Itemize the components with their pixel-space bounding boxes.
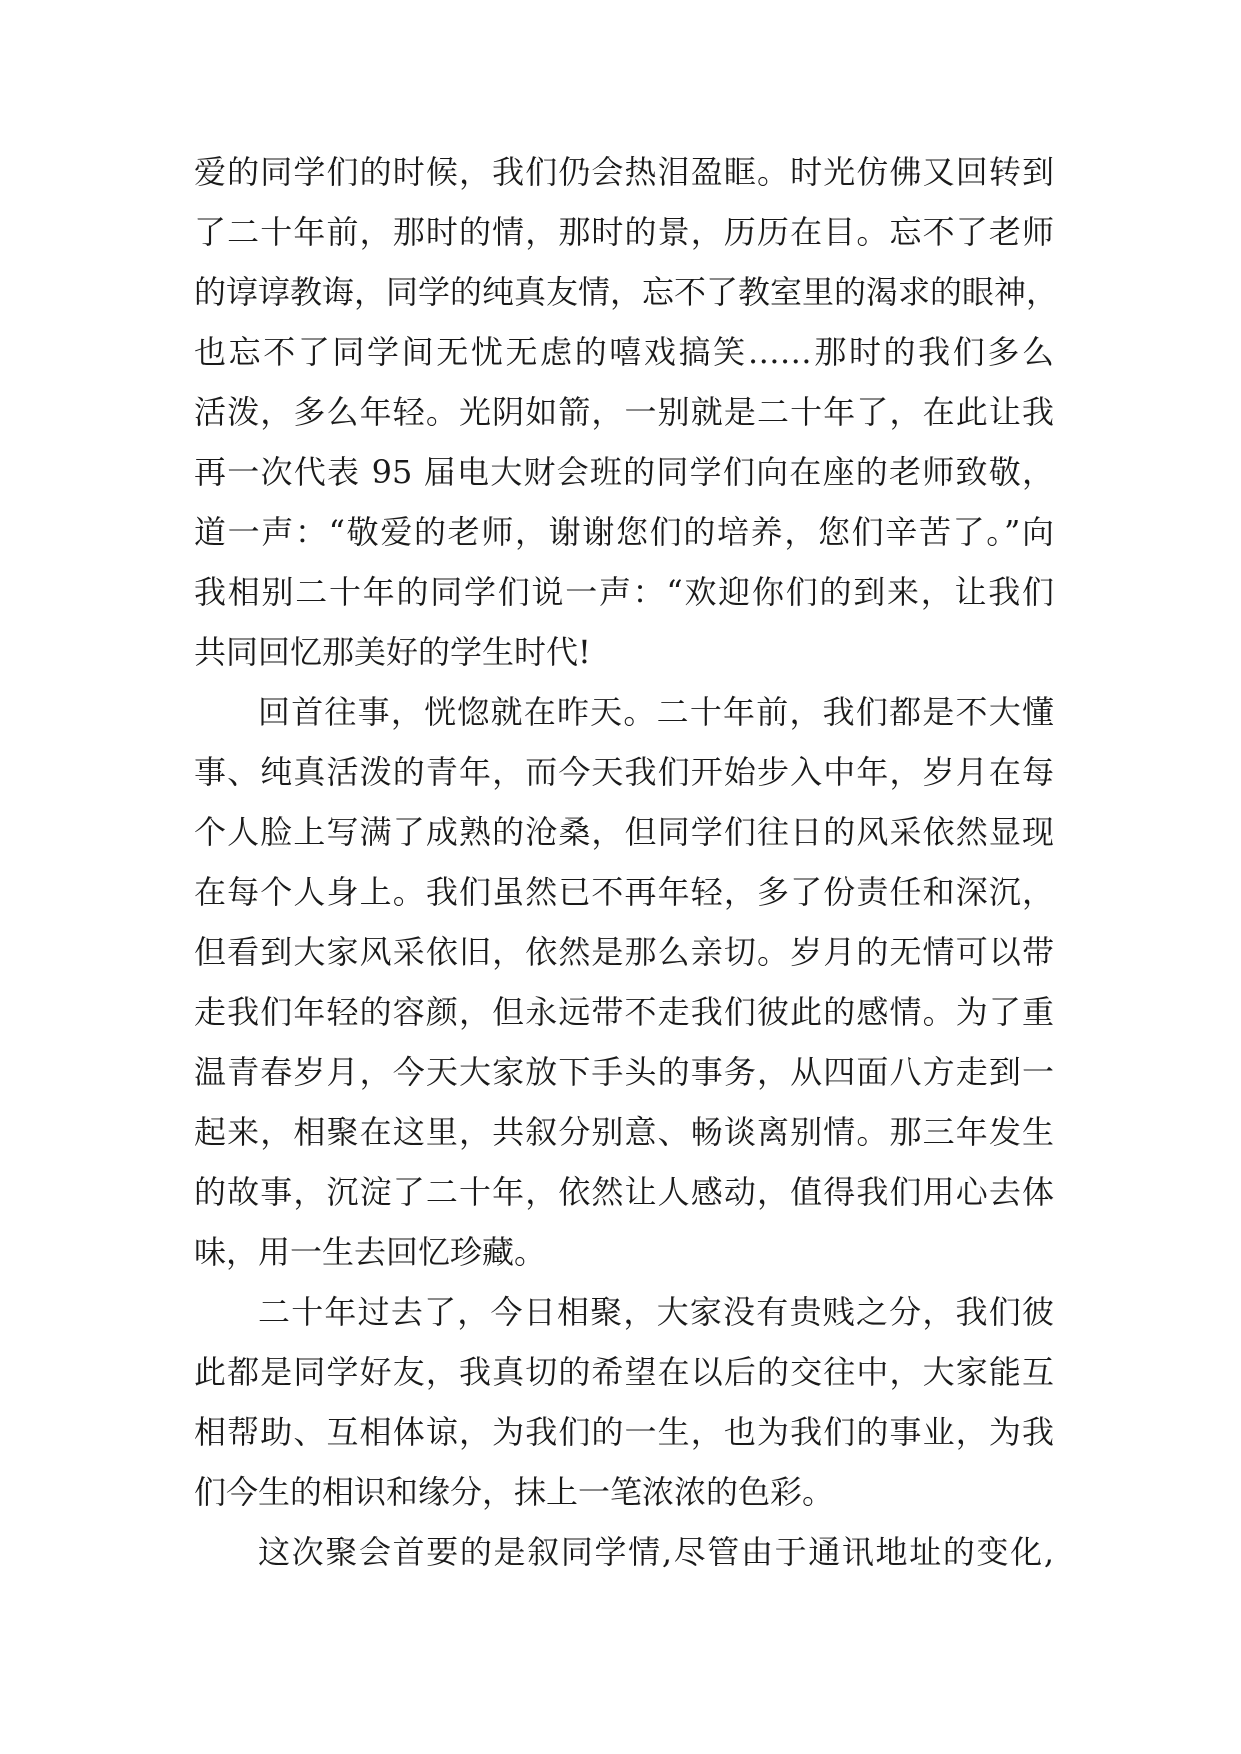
text-line: 此都是同学好友，我真切的希望在以后的交往中，大家能互 (194, 1353, 1054, 1391)
text-line: 共同回忆那美好的学生时代! (194, 633, 591, 671)
text-line: 的谆谆教诲，同学的纯真友情，忘不了教室里的渴求的眼神， (194, 273, 1059, 311)
text-line: 起来，相聚在这里，共叙分别意、畅谈离别情。那三年发生 (194, 1113, 1054, 1151)
text-line: 在每个人身上。我们虽然已不再年轻，多了份责任和深沉， (194, 873, 1054, 911)
paragraph-first-line: 二十年过去了，今日相聚，大家没有贵贱之分，我们彼 (258, 1293, 1054, 1331)
text-line: 事、纯真活泼的青年，而今天我们开始步入中年，岁月在每 (194, 753, 1054, 791)
text-line: 了二十年前，那时的情，那时的景，历历在目。忘不了老师 (194, 213, 1054, 251)
text-line: 的故事，沉淀了二十年，依然让人感动，值得我们用心去体 (194, 1173, 1054, 1211)
text-line: 个人脸上写满了成熟的沧桑，但同学们往日的风采依然显现 (194, 813, 1054, 851)
text-line: 味，用一生去回忆珍藏。 (194, 1233, 547, 1271)
text-line: 我相别二十年的同学们说一声：“欢迎你们的到来，让我们 (194, 573, 1054, 611)
text-line: 走我们年轻的容颜，但永远带不走我们彼此的感情。为了重 (194, 993, 1054, 1031)
text-line: 活泼，多么年轻。光阴如箭，一别就是二十年了，在此让我 (194, 393, 1054, 431)
text-line: 也忘不了同学间无忧无虑的嘻戏搞笑……那时的我们多么 (194, 333, 1054, 371)
text-line: 再一次代表 95 届电大财会班的同学们向在座的老师致敬， (194, 453, 1054, 491)
text-line: 们今生的相识和缘分，抹上一笔浓浓的色彩。 (194, 1473, 835, 1511)
paragraph-first-line: 回首往事，恍惚就在昨天。二十年前，我们都是不大懂 (258, 693, 1054, 731)
text-line: 相帮助、互相体谅，为我们的一生，也为我们的事业，为我 (194, 1413, 1054, 1451)
text-line: 但看到大家风采依旧，依然是那么亲切。岁月的无情可以带 (194, 933, 1054, 971)
text-line: 温青春岁月，今天大家放下手头的事务，从四面八方走到一 (194, 1053, 1054, 1091)
text-line: 爱的同学们的时候，我们仍会热泪盈眶。时光仿佛又回转到 (194, 153, 1054, 191)
text-line: 道一声：“敬爱的老师，谢谢您们的培养，您们辛苦了。”向 (194, 513, 1054, 551)
paragraph-first-line: 这次聚会首要的是叙同学情,尽管由于通讯地址的变化, (258, 1533, 1054, 1571)
